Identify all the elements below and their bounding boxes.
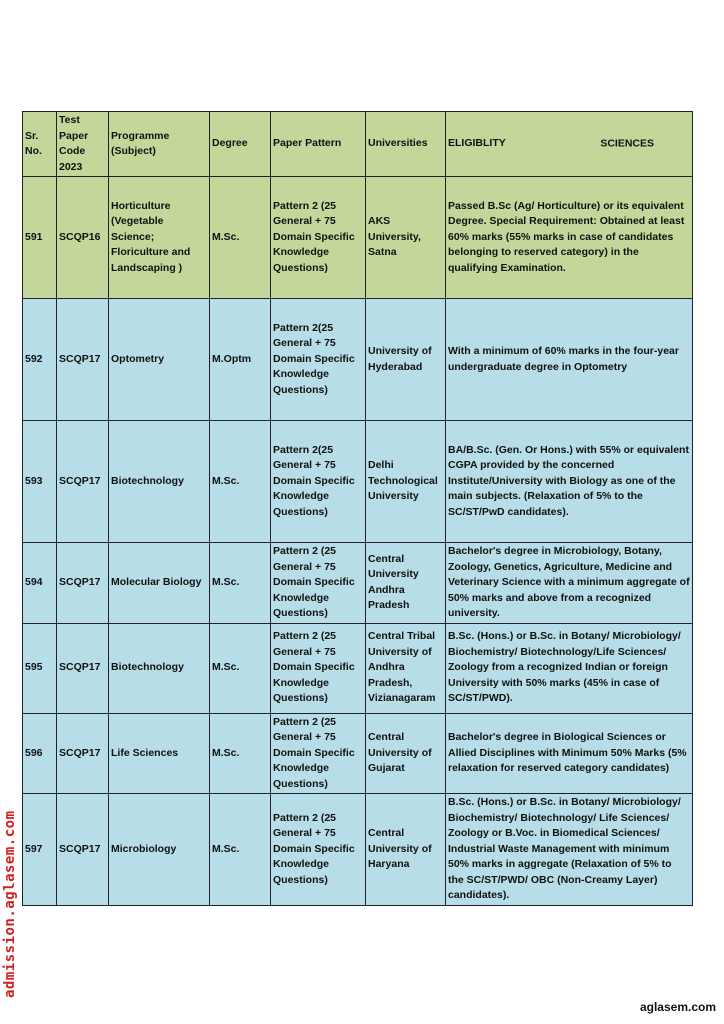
programme-cell: Optometry (109, 299, 210, 421)
admission-table (22, 111, 693, 906)
pattern-cell: Pattern 2 (25 General + 75 Domain Specific Knowledge Questions) (271, 713, 366, 794)
code-cell: SCQP16 (57, 177, 109, 299)
eligibility-cell: Passed B.Sc (Ag/ Horticulture) or its equivalent Degree. Special Requirement: Obtained at least 60% marks (55% marks in case of candidates belonging to reserved category) in the qualifying Examination. (446, 177, 693, 299)
degree-cell: M.Sc. (210, 543, 271, 624)
code-cell: SCQP17 (57, 543, 109, 624)
eligibility-cell: B.Sc. (Hons.) or B.Sc. in Botany/ Microbiology/ Biochemistry/ Biotechnology/Life Sciences/ Zoology from a recognized Indian or foreign University with 50% marks (45% in case of SC/ST/PWD). (446, 623, 693, 713)
code-cell: SCQP17 (57, 713, 109, 794)
header-pattern: Paper Pattern (271, 112, 366, 177)
degree-cell: M.Sc. (210, 177, 271, 299)
header-code: Test Paper Code 2023 (57, 112, 109, 177)
programme-cell: Molecular Biology (109, 543, 210, 624)
header-row (23, 112, 693, 177)
sr-cell: 593 (23, 421, 57, 543)
eligibility-cell: B.Sc. (Hons.) or B.Sc. in Botany/ Microbiology/ Biochemistry/ Biotechnology/ Life Sciences/ Zoology or B.Voc. in Biomedical Sciences/ Industrial Waste Management with minimum 50% marks in aggregate (Relaxation of 5% to the SC/ST/PWD/ OBC (Non-Creamy Layer) candidates). (446, 794, 693, 906)
eligibility-cell: Bachelor's degree in Biological Sciences or Allied Disciplines with Minimum 50% Marks (5% relaxation for reserved category candidates) (446, 713, 693, 794)
table-row (23, 623, 693, 713)
degree-cell: M.Optm (210, 299, 271, 421)
university-cell: University of Hyderabad (366, 299, 446, 421)
university-cell: Central Tribal University of Andhra Pradesh, Vizianagaram (366, 623, 446, 713)
code-cell: SCQP17 (57, 623, 109, 713)
table-row (23, 794, 693, 906)
programme-cell: Microbiology (109, 794, 210, 906)
degree-cell: M.Sc. (210, 623, 271, 713)
eligibility-cell: With a minimum of 60% marks in the four-year undergraduate degree in Optometry (446, 299, 693, 421)
header-universities: Universities (366, 112, 446, 177)
eligibility-label: ELIGIBLITY (448, 137, 506, 150)
header-sr: Sr. No. (23, 112, 57, 177)
sr-cell: 591 (23, 177, 57, 299)
programme-cell: Biotechnology (109, 623, 210, 713)
table-row (23, 177, 693, 299)
sr-cell: 597 (23, 794, 57, 906)
pattern-cell: Pattern 2 (25 General + 75 Domain Specific Knowledge Questions) (271, 543, 366, 624)
university-cell: Central University Andhra Pradesh (366, 543, 446, 624)
table-row (23, 421, 693, 543)
pattern-cell: Pattern 2 (25 General + 75 Domain Specific Knowledge Questions) (271, 623, 366, 713)
university-cell: Delhi Technological University (366, 421, 446, 543)
degree-cell: M.Sc. (210, 421, 271, 543)
degree-cell: M.Sc. (210, 794, 271, 906)
eligibility-cell: Bachelor's degree in Microbiology, Botany, Zoology, Genetics, Agriculture, Medicine and Veterinary Science with a minimum aggregate of 50% marks and above from a recognized university. (446, 543, 693, 624)
pattern-cell: Pattern 2 (25 General + 75 Domain Specific Knowledge Questions) (271, 794, 366, 906)
university-cell: Central University of Haryana (366, 794, 446, 906)
footer-link[interactable]: aglasem.com (639, 1000, 716, 1014)
watermark: admission.aglasem.com (2, 810, 18, 998)
sr-cell: 595 (23, 623, 57, 713)
header-programme: Programme (Subject) (109, 112, 210, 177)
table-row (23, 543, 693, 624)
degree-cell: M.Sc. (210, 713, 271, 794)
table-row (23, 713, 693, 794)
university-cell: Central University of Gujarat (366, 713, 446, 794)
sr-cell: 592 (23, 299, 57, 421)
code-cell: SCQP17 (57, 794, 109, 906)
pattern-cell: Pattern 2(25 General + 75 Domain Specific Knowledge Questions) (271, 421, 366, 543)
sr-cell: 596 (23, 713, 57, 794)
programme-cell: Biotechnology (109, 421, 210, 543)
header-eligibility (446, 112, 693, 177)
pattern-cell: Pattern 2(25 General + 75 Domain Specific Knowledge Questions) (271, 299, 366, 421)
table-row (23, 299, 693, 421)
stream-label: SCIENCES (600, 137, 654, 150)
code-cell: SCQP17 (57, 421, 109, 543)
code-cell: SCQP17 (57, 299, 109, 421)
pattern-cell: Pattern 2 (25 General + 75 Domain Specific Knowledge Questions) (271, 177, 366, 299)
programme-cell: Horticulture (Vegetable Science; Floriculture and Landscaping ) (109, 177, 210, 299)
sr-cell: 594 (23, 543, 57, 624)
eligibility-cell: BA/B.Sc. (Gen. Or Hons.) with 55% or equivalent CGPA provided by the concerned Institute/University with Biology as one of the main subjects. (Relaxation of 5% to the SC/ST/PwD candidates). (446, 421, 693, 543)
programme-cell: Life Sciences (109, 713, 210, 794)
header-degree: Degree (210, 112, 271, 177)
university-cell: AKS University, Satna (366, 177, 446, 299)
